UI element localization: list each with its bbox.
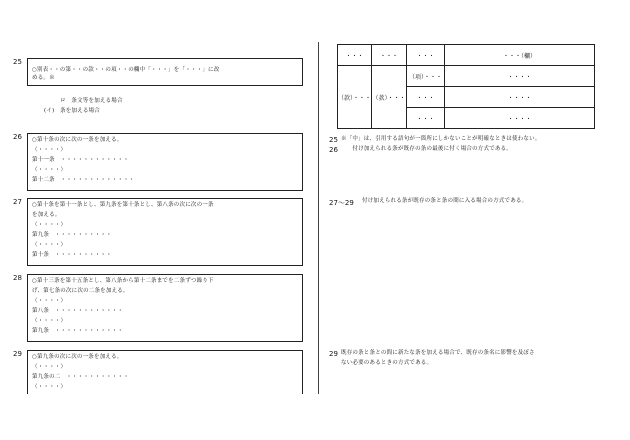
box-line: ○第十条を第十一条とし、第九条を第十条とし、第八条の次に次の一条 — [32, 202, 214, 208]
table-cell: （項）・・・ — [407, 66, 445, 87]
note-line: 付け加えられる条が既存の条の最後に付く場合の方式である。 — [341, 146, 513, 152]
table-cell: ・・・・ — [445, 87, 595, 108]
heading-line: (イ) 条を加える場合 — [44, 108, 100, 114]
box-line: を加える。 — [32, 212, 61, 218]
table-cell: ・・・・ — [445, 66, 595, 87]
amendment-box — [27, 198, 303, 266]
box-line: 第十二条 ・・・・・・・・・・・・・ — [32, 177, 135, 183]
amendment-box — [27, 133, 303, 191]
box-line: げ、第七条の次に次の二条を加える。 — [32, 288, 129, 294]
section-number: 26 — [13, 133, 22, 141]
note-line: 既存の条と条との間に新たな条を加える場合で、既存の条名に影響を及ぼさ — [341, 350, 535, 356]
table-cell: ・・・ — [407, 87, 445, 108]
table-cell: ・・・ — [372, 45, 407, 66]
note-line: 付け加えられる条が既存の条と条の間に入る場合の方式である。 — [362, 198, 528, 204]
amendment-table — [337, 44, 595, 129]
table-cell: （款）・・・ — [372, 66, 407, 129]
note-line: ※「中」は、引用する語句が一箇所にしかないことが明確なときは使わない。 — [341, 136, 541, 142]
table-cell: （款）・・・ — [338, 66, 372, 129]
section-number: 27 — [13, 198, 22, 206]
table-cell: ・・・ — [338, 45, 372, 66]
box-line: （・・・・） — [32, 364, 67, 370]
table-cell: ・・・ — [407, 108, 445, 129]
box-line: める。※ — [32, 75, 55, 81]
section-number: 25 — [13, 58, 22, 66]
amendment-box — [27, 350, 303, 394]
column-divider — [318, 42, 319, 394]
box-line: （・・・・） — [32, 298, 67, 304]
box-line: （・・・・） — [32, 222, 67, 228]
note-number: 25 — [329, 136, 338, 144]
section-number: 28 — [13, 274, 22, 282]
note-number: 27〜29 — [329, 199, 354, 207]
box-line: 第九条の二 ・・・・・・・・・・・ — [32, 374, 129, 380]
table-cell: ・・・・ — [445, 108, 595, 129]
box-line: 第九条 ・・・・・・・・・・・・ — [32, 328, 124, 334]
section-number: 29 — [13, 350, 22, 358]
box-line: （・・・・） — [32, 384, 67, 390]
box-line: ○第十三条を第十五条とし、第八条から第十二条までを二条ずつ繰り下 — [32, 278, 214, 284]
box-line: （・・・・） — [32, 167, 67, 173]
amendment-box — [27, 274, 303, 342]
note-number: 29 — [329, 350, 338, 358]
box-line: 第八条 ・・・・・・・・・・・・ — [32, 308, 124, 314]
table-cell: ・・・（欄） — [445, 45, 595, 66]
box-line: ○別表・・の第・・の款・・の項・・の欄中「・・・」を「・・・」に改 — [32, 67, 220, 73]
box-line: 第十条 ・・・・・・・・・・ — [32, 252, 112, 258]
note-line: ない必要のあるときの方式である。 — [341, 360, 433, 366]
note-number: 26 — [329, 146, 338, 154]
table-cell: ・・・ — [407, 45, 445, 66]
box-line: （・・・・） — [32, 318, 67, 324]
box-line: 第九条 ・・・・・・・・・・ — [32, 232, 112, 238]
box-line: ○第九条の次に次の一条を加える。 — [32, 354, 123, 360]
box-line: ○第十条の次に次の一条を加える。 — [32, 137, 123, 143]
amendment-box — [27, 58, 303, 86]
box-line: （・・・・） — [32, 147, 67, 153]
box-line: （・・・・） — [32, 242, 67, 248]
heading-line: ロ 条文等を加える場合 — [60, 98, 123, 104]
box-line: 第十一条 ・・・・・・・・・・・・ — [32, 157, 129, 163]
